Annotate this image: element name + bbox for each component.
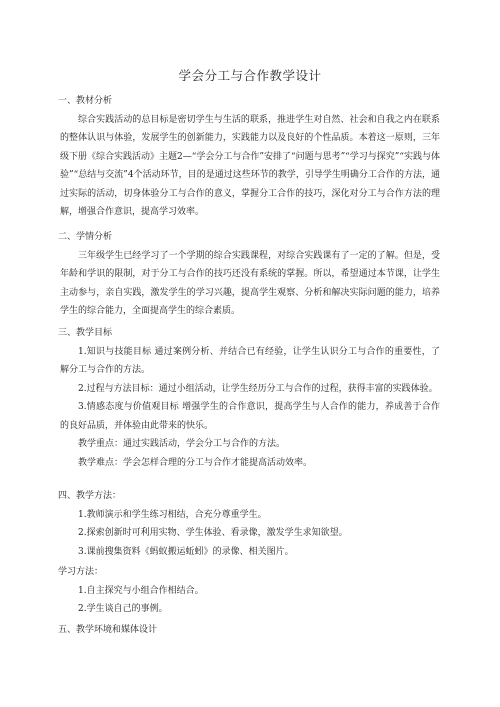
- section-paragraph: 综合实践活动的总目标是密切学生与生活的联系，推进学生对自然、社会和自我之内在联系的整体认识与体验，发展学生的创新能力，实践能力以及良好的个性品质。本着这一原则，三年级下册《综合实践活动》主题2—“学会分工与合作”安排了“问题与思考”“学习与探究”“实践与体验”“总结与交流”4个活动环节，目的是通过这些环节的教学，引导学生明确分工合作的方法，通过实际的活动，切身体验分工与合作的意义，掌握分工合作的技巧，深化对分工与合作方法的理解，增强合作意识，提高学习效率。: [60, 114, 440, 217]
- section-paragraph: 三年级学生已经学习了一个学期的综合实践课程，对综合实践课有了一定的了解。但是，受年龄和学识的限制，对于分工与合作的技巧还没有系统的掌握。所以，希望通过本节课，让学生主动参与，亲自实践，激发学生的学习兴趣，提高学生观察、分析和解决实际问题的能力，培养学生的综合能力，全面提高学生的综合素质。: [60, 250, 440, 316]
- section-teaching-goals: [60, 324, 440, 472]
- method-item: 3.课前搜集资料《蚂蚁搬运蚯蚓》的录像、相关图片。: [78, 546, 294, 557]
- section-teaching-material: [60, 92, 440, 222]
- teaching-difficult-point: 教学难点：学会怎样合理的分工与合作才能提高活动效率。: [78, 457, 313, 468]
- goal-item: 3.情感态度与价值观目标 增强学生的合作意识，提高学生与人合作的能力，养成善于合作的良好品质，并体验由此带来的快乐。: [60, 402, 440, 431]
- goal-item: 2.过程与方法目标：通过小组活动，让学生经历分工与合作的过程，获得丰富的实践体验。: [78, 383, 438, 394]
- method-item: 2.探索创新时可利用实物、学生体验、看录像，激发学生求知欲望。: [78, 528, 348, 538]
- goal-item: 1.知识与技能目标 通过案例分析、并结合已有经验，让学生认识分工与合作的重要性，了解分工与合作的方法。: [60, 346, 440, 375]
- study-item: 1.自主探究与小组合作相结合。: [78, 585, 204, 596]
- section-study-methods: [60, 563, 440, 619]
- document-title: 学会分工与合作教学设计: [178, 68, 322, 83]
- section-heading: 一、教材分析: [58, 96, 113, 106]
- section-heading: 学习方法：: [58, 567, 104, 577]
- section-heading: 二、学情分析: [58, 232, 113, 242]
- section-student-analysis: [60, 228, 440, 321]
- teaching-key-point: 教学重点：通过实践活动，学会分工与合作的方法。: [78, 439, 286, 449]
- section-heading: 五、教学环境和媒体设计: [58, 625, 158, 635]
- section-environment-media: [60, 621, 440, 640]
- section-heading: 四、教学方法：: [58, 491, 122, 501]
- section-teaching-methods: [60, 487, 440, 561]
- study-item: 2.学生谈自己的事例。: [78, 604, 168, 614]
- section-heading: 三、教学目标: [58, 328, 113, 338]
- method-item: 1.教师演示和学生练习相结，合充分尊重学生。: [78, 509, 267, 520]
